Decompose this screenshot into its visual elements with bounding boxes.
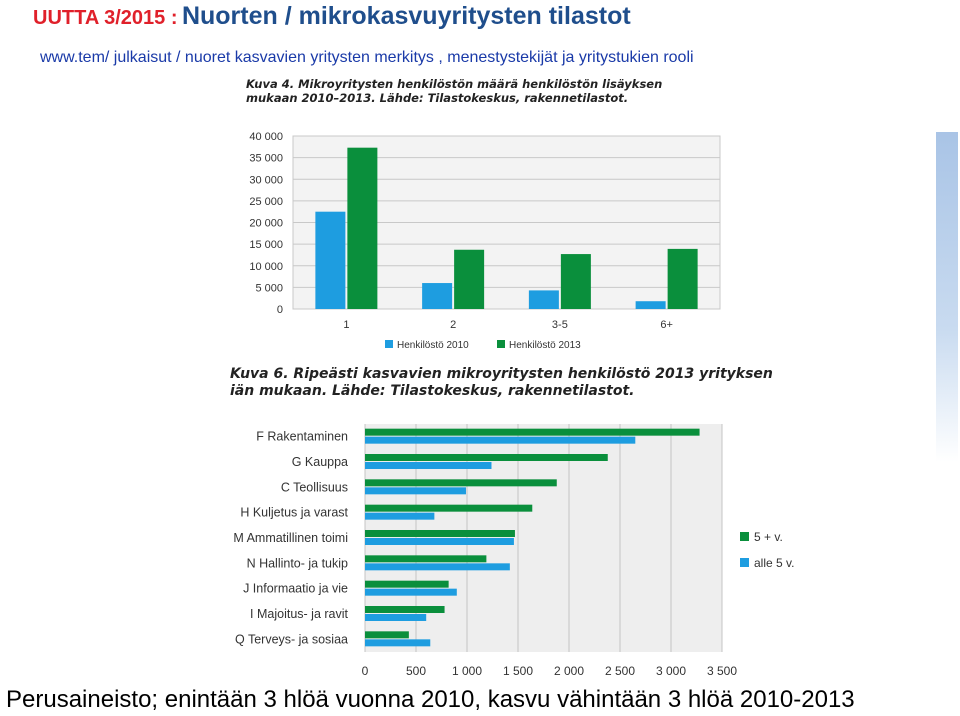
bar-under-5-years — [365, 437, 635, 444]
bar-under-5-years — [365, 614, 426, 621]
x-tick-label: 500 — [405, 664, 427, 678]
legend-swatch-under-5 — [740, 558, 749, 567]
y-category-label: I Majoitus- ja ravit — [250, 607, 348, 621]
legend-swatch-5-plus — [740, 532, 749, 541]
y-tick-label: 20 000 — [249, 217, 283, 230]
bar-5-plus-years — [365, 454, 608, 461]
legend-label-5-plus: 5 + v. — [754, 530, 783, 544]
slide-title: Nuorten / mikrokasvuyritysten tilastot — [181, 2, 631, 30]
bar-5-plus-years — [365, 505, 532, 512]
x-tick-label: 2 500 — [604, 664, 636, 678]
bar-5-plus-years — [365, 530, 515, 537]
y-category-label: M Ammatillinen toimi — [233, 531, 348, 545]
x-tick-label: 2 — [450, 319, 457, 331]
bar-under-5-years — [365, 487, 466, 494]
x-tick-label: 0 — [361, 664, 369, 678]
y-tick-label: 0 — [276, 304, 283, 316]
bar-under-5-years — [365, 538, 514, 545]
y-category-label: F Rakentaminen — [256, 429, 348, 444]
bar-5-plus-years — [365, 429, 700, 436]
y-tick-label: 30 000 — [249, 174, 283, 187]
y-tick-label: 25 000 — [249, 195, 283, 208]
bar-5-plus-years — [365, 631, 409, 638]
footer-note: Perusaineisto; enintään 3 hlöä vuonna 2010, kasvu vähintään 3 hlöä 2010-2013 — [6, 686, 855, 713]
x-tick-label: 1 500 — [502, 664, 534, 678]
y-category-label: N Hallinto- ja tukip — [246, 556, 348, 571]
x-tick-label: 6+ — [660, 319, 673, 331]
y-category-label: J Informaatio ja vie — [243, 581, 348, 596]
legend-label-2013: Henkilöstö 2013 — [509, 340, 581, 351]
bar-5-plus-years — [365, 555, 486, 562]
x-tick-label: 3-5 — [551, 319, 568, 331]
y-tick-label: 40 000 — [249, 131, 283, 143]
bar-under-5-years — [365, 462, 491, 469]
bar-under-5-years — [365, 589, 457, 596]
y-tick-label: 15 000 — [249, 239, 283, 252]
chart2-title: Kuva 6. Ripeästi kasvavien mikroyritysten henkilöstö 2013 yrityksen iän mukaan. Lähde: Tilastokeskus, rakennetilastot. — [230, 366, 773, 399]
chart1-title: Kuva 4. Mikroyritysten henkilöstön määrä henkilöstön lisäyksen mukaan 2010–2013. Lähde: Tilastokeskus, rakennetilastot. — [246, 77, 663, 105]
source-line: www.tem/ julkaisut / nuoret kasvavien yritysten merkitys , menestystekijät ja yritystukien rooli — [40, 49, 694, 66]
x-tick-label: 3 000 — [655, 664, 687, 678]
legend-label-2010: Henkilöstö 2010 — [397, 340, 469, 351]
bar-under-5-years — [365, 639, 430, 646]
y-category-label: H Kuljetus ja varast — [240, 505, 348, 520]
x-tick-label: 1 000 — [451, 664, 483, 678]
bar-5-plus-years — [365, 606, 445, 613]
bar-5-plus-years — [365, 479, 557, 486]
decorative-side-strip — [936, 132, 958, 462]
y-category-label: Q Terveys- ja sosiaa — [234, 632, 348, 647]
bar-under-5-years — [365, 563, 510, 570]
bar-5-plus-years — [365, 581, 449, 588]
y-tick-label: 5 000 — [255, 282, 283, 295]
issue-tag: UUTTA 3/2015 : — [33, 7, 178, 29]
x-tick-label: 2 000 — [553, 664, 585, 678]
bar-under-5-years — [365, 513, 434, 520]
y-category-label: G Kauppa — [291, 455, 348, 469]
x-tick-label: 1 — [343, 319, 350, 331]
y-tick-label: 35 000 — [249, 152, 283, 165]
y-tick-label: 10 000 — [249, 260, 283, 273]
y-category-label: C Teollisuus — [280, 480, 348, 495]
legend-label-under-5: alle 5 v. — [754, 556, 795, 570]
x-tick-label: 3 500 — [706, 664, 738, 678]
